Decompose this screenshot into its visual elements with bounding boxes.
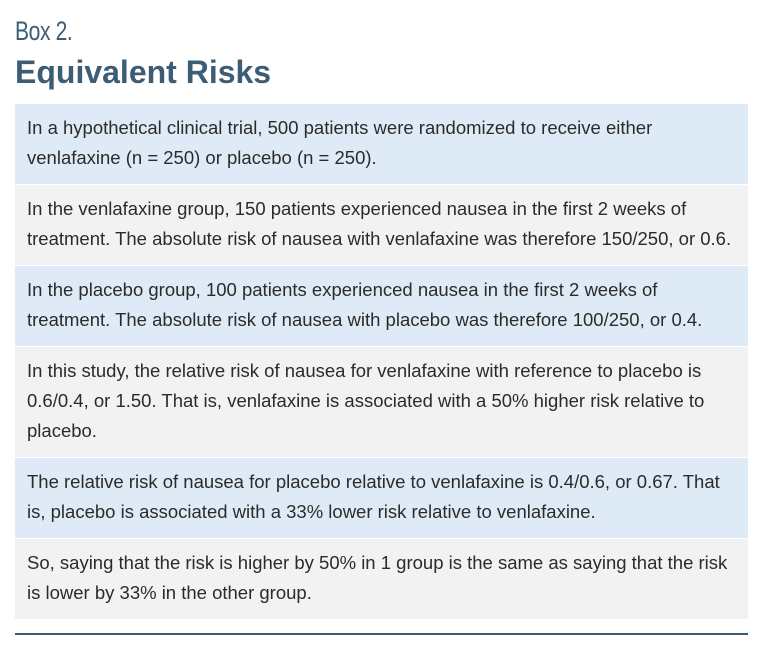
box-row: So, saying that the risk is higher by 50% in 1 group is the same as saying that the risk is lower by 33% in the other group. [15,539,748,620]
box-title: Equivalent Risks [15,54,272,90]
box-label: Box 2. [15,16,73,46]
box-row: In the placebo group, 100 patients experienced nausea in the first 2 weeks of treatment. The absolute risk of nausea with placebo was therefore 100/250, or 0.4. [15,266,748,347]
box-row: In the venlafaxine group, 150 patients experienced nausea in the first 2 weeks of treatment. The absolute risk of nausea with venlafaxine was therefore 150/250, or 0.6. [15,185,748,266]
box-content [15,104,748,620]
box-row: The relative risk of nausea for placebo relative to venlafaxine is 0.4/0.6, or 0.67. That is, placebo is associated with a 33% lower risk relative to venlafaxine. [15,458,748,539]
bottom-divider [15,633,748,635]
box-row: In this study, the relative risk of nausea for venlafaxine with reference to placebo is 0.6/0.4, or 1.50. That is, venlafaxine is associated with a 50% higher risk relative to placebo. [15,347,748,458]
box-row: In a hypothetical clinical trial, 500 patients were randomized to receive either venlafaxine (n = 250) or placebo (n = 250). [15,104,748,185]
